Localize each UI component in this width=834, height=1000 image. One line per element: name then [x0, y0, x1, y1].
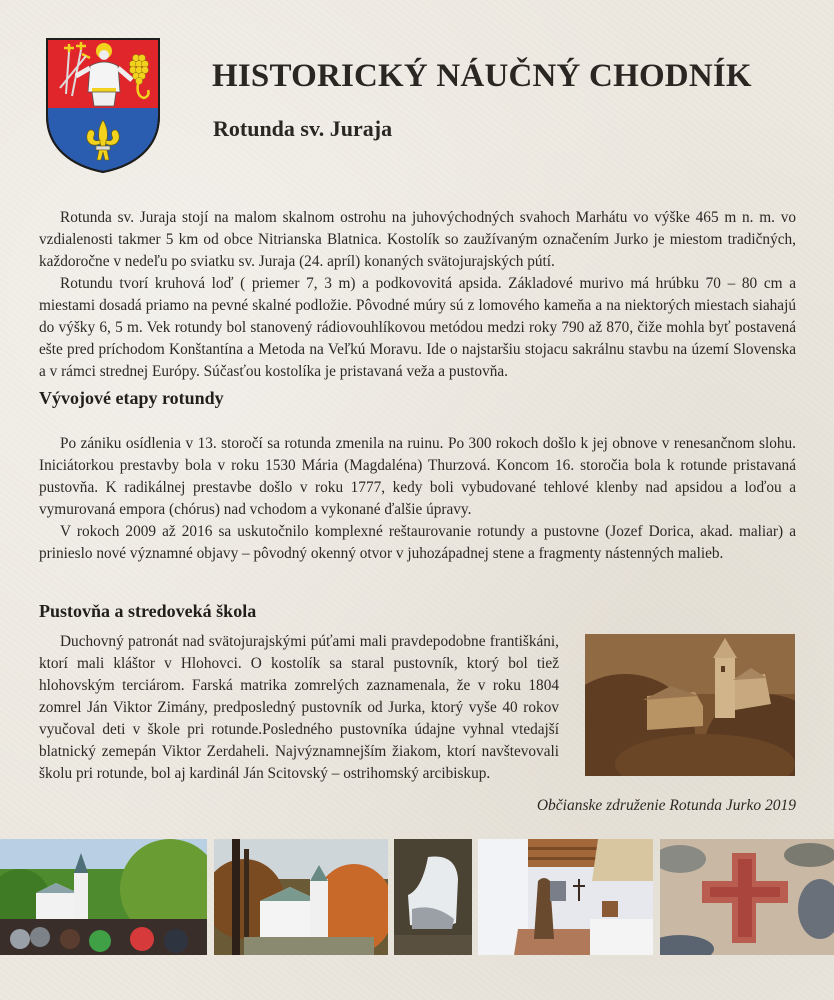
- hermitage-interior-photo: [478, 839, 653, 955]
- section-paragraph: Po zániku osídlenia v 13. storočí sa rotunda zmenila na ruinu. Po 300 rokoch došlo k jej obnove v renesančnom slohu. Iniciátorkou prestavby bola v roku 1530 Mária (Magdaléna) Thurzová. Koncom 16. storočia bola k rotunde pristavaná pustovňa. K radikálnej prestavbe došlo v roku 1777, kedy boli vybudované tehlové klenby nad apsidou a loďou a vymurovaná empora (chórus) nad vchodom a vykonané ďalšie úpravy.: [39, 435, 796, 518]
- coat-of-arms-icon: [44, 36, 162, 174]
- section-heading: Pustovňa a stredoveká škola: [39, 601, 257, 621]
- window-opening-photo: [394, 839, 472, 955]
- section-paragraph: V rokoch 2009 až 2016 sa uskutočnilo komplexné reštaurovanie rotundy a pustovne (Jozef Dorica, akad. maliar) a prinieslo nové významné objavy – pôvodný okenný otvor v juhozápadnej stene a fragmenty nástenných malieb.: [39, 523, 796, 562]
- intro-paragraph: Rotunda sv. Juraja stojí na malom skalnom ostrohu na juhovýchodných svahoch Marhátu vo výške 465 m n. m. vo vzdialenosti takmer 5 km od obce Nitrianska Blatnica. Kostolík so zaužívaným označením Jurko je miestom tradičných, každoročne v nedeľu po sviatku sv. Juraja (24. apríl) konaných svätojurajských pútí.: [39, 209, 796, 270]
- historic-sepia-photo: [585, 634, 795, 776]
- intro-paragraph: Rotundu tvorí kruhová loď ( priemer 7, 3 m) a podkovovitá apsida. Základové murivo má hrúbku 70 – 80 cm a miestami dosadá priamo na pevné skalné podložie. Pôvodné múry sú z lomového kameňa a na niektorých miestach siahajú do výšky 6, 5 m. Vek rotundy bol stanovený rádiovouhlíkovou metódou medzi roky 790 až 870, čiže mohla byť postavená ešte pred príchodom Konštantína a Metoda na Veľkú Moravu. Ide o najstaršiu stojacu sakrálnu stavbu na území Slovenska a v rámci strednej Európy. Súčasťou kostolíka je pristavaná veža a pustovňa.: [39, 275, 796, 380]
- page-title: HISTORICKÝ NÁUČNÝ CHODNÍK: [212, 58, 752, 94]
- red-cross-fresco-photo: [660, 839, 834, 955]
- pilgrimage-crowd-photo: [0, 839, 207, 955]
- section-paragraph: Duchovný patronát nad svätojurajskými púťami mali pravdepodobne františkáni, ktorí mali kláštor v Hlohovci. O kostolík sa staral pustovník, ktorý bol tiež hlohovským terciárom. Farská matrika zomrelých zaznamenala, že v roku 1804 zomrel Ján Viktor Zimány, predposledný pustovník od Jurka, ktorý vyše 40 rokov vyučoval deti v škole pri rotunde.Posledného pustovníka údajne vyhnal vtedajší blatnický zemepán Viktor Zerdaheli. Najvýznamnejším žiakom, ktorí navštevovali školu pri rotunde, bol aj kardinál Ján Scitovský – ostrihomský arcibiskup.: [39, 633, 559, 782]
- section-heading: Vývojové etapy rotundy: [39, 388, 224, 408]
- page-subtitle: Rotunda sv. Juraja: [213, 116, 393, 141]
- coat-of-arms-graphic: [44, 36, 162, 174]
- historic-photo-graphic: [585, 634, 795, 776]
- signature: Občianske združenie Rotunda Jurko 2019: [536, 797, 796, 814]
- rotunda-autumn-photo: [214, 839, 388, 955]
